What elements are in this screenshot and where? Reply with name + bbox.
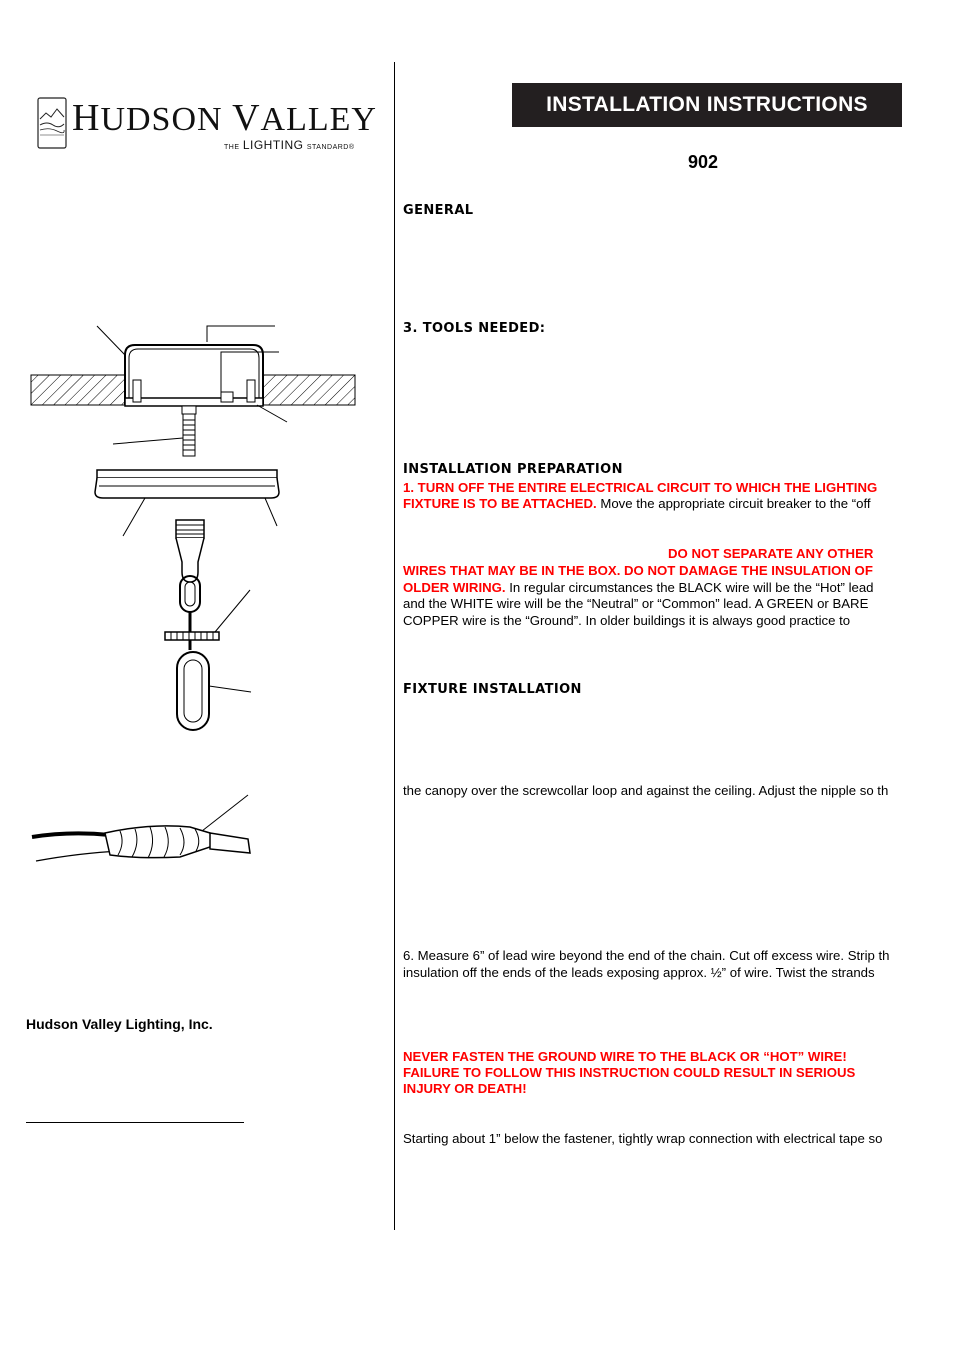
lock-nut [165, 632, 219, 640]
section-heading-tools: 3. TOOLS NEEDED: [403, 321, 546, 336]
ground-warning-line-2: FAILURE TO FOLLOW THIS INSTRUCTION COULD RESULT IN SERIOUS [403, 1065, 856, 1080]
ceiling-right-hatch [263, 375, 355, 405]
section-heading-installation: FIXTURE INSTALLATION [403, 682, 582, 697]
prep-warning-line-3: DO NOT SEPARATE ANY OTHER [668, 546, 874, 561]
logo-mark-icon [37, 97, 67, 149]
install-canopy-line: the canopy over the screwcollar loop and against the ceiling. Adjust the nipple so th [403, 783, 889, 798]
chain-link [177, 652, 209, 730]
canopy [95, 478, 279, 498]
section-heading-general: GENERAL [403, 203, 474, 218]
wire-tape-diagram [30, 795, 260, 875]
prep-warning-line-1: 1. TURN OFF THE ENTIRE ELECTRICAL CIRCUIT TO WHICH THE LIGHTING [403, 480, 878, 495]
section-heading-preparation: INSTALLATION PREPARATION [403, 462, 623, 477]
fixture-mounting-diagram [25, 320, 365, 740]
crossbar [125, 398, 263, 406]
prep-line-5: OLDER WIRING. In regular circumstances the BLACK wire will be the “Hot” lead [403, 580, 874, 595]
brand-tagline: THE LIGHTING STANDARD® [224, 138, 355, 152]
page-title-banner: INSTALLATION INSTRUCTIONS [512, 83, 902, 127]
model-number: 902 [688, 152, 719, 172]
junction-box [125, 345, 263, 405]
prep-line-6: and the WHITE wire will be the “Neutral” or “Common” lead. A GREEN or BARE [403, 596, 869, 611]
install-step-6-line-2: insulation off the ends of the leads exposing approx. ½” of wire. Twist the strands [403, 965, 875, 980]
prep-line-2: FIXTURE IS TO BE ATTACHED. Move the appropriate circuit breaker to the “off [403, 496, 871, 511]
wire-nut [210, 833, 250, 853]
ceiling-left-hatch [31, 375, 125, 405]
company-name: Hudson Valley Lighting, Inc. [26, 1016, 213, 1032]
signature-rule [26, 1122, 244, 1123]
ground-warning-line-3: INJURY OR DEATH! [403, 1081, 527, 1096]
tape-instruction-line: Starting about 1” below the fastener, tightly wrap connection with electrical tape so [403, 1131, 883, 1146]
install-step-6-line-1: 6. Measure 6” of lead wire beyond the end of the chain. Cut off excess wire. Strip th [403, 948, 890, 963]
column-divider [394, 62, 395, 1230]
canopy-top [97, 470, 277, 478]
ground-warning-line-1: NEVER FASTEN THE GROUND WIRE TO THE BLACK OR “HOT” WIRE! [403, 1049, 847, 1064]
prep-line-7: COPPER wire is the “Ground”. In older buildings it is always good practice to [403, 613, 851, 628]
brand-logo-text: HUDSON VALLEY [72, 97, 377, 139]
screw-collar [176, 520, 204, 538]
prep-warning-line-4: WIRES THAT MAY BE IN THE BOX. DO NOT DAMAGE THE INSULATION OF [403, 563, 873, 578]
